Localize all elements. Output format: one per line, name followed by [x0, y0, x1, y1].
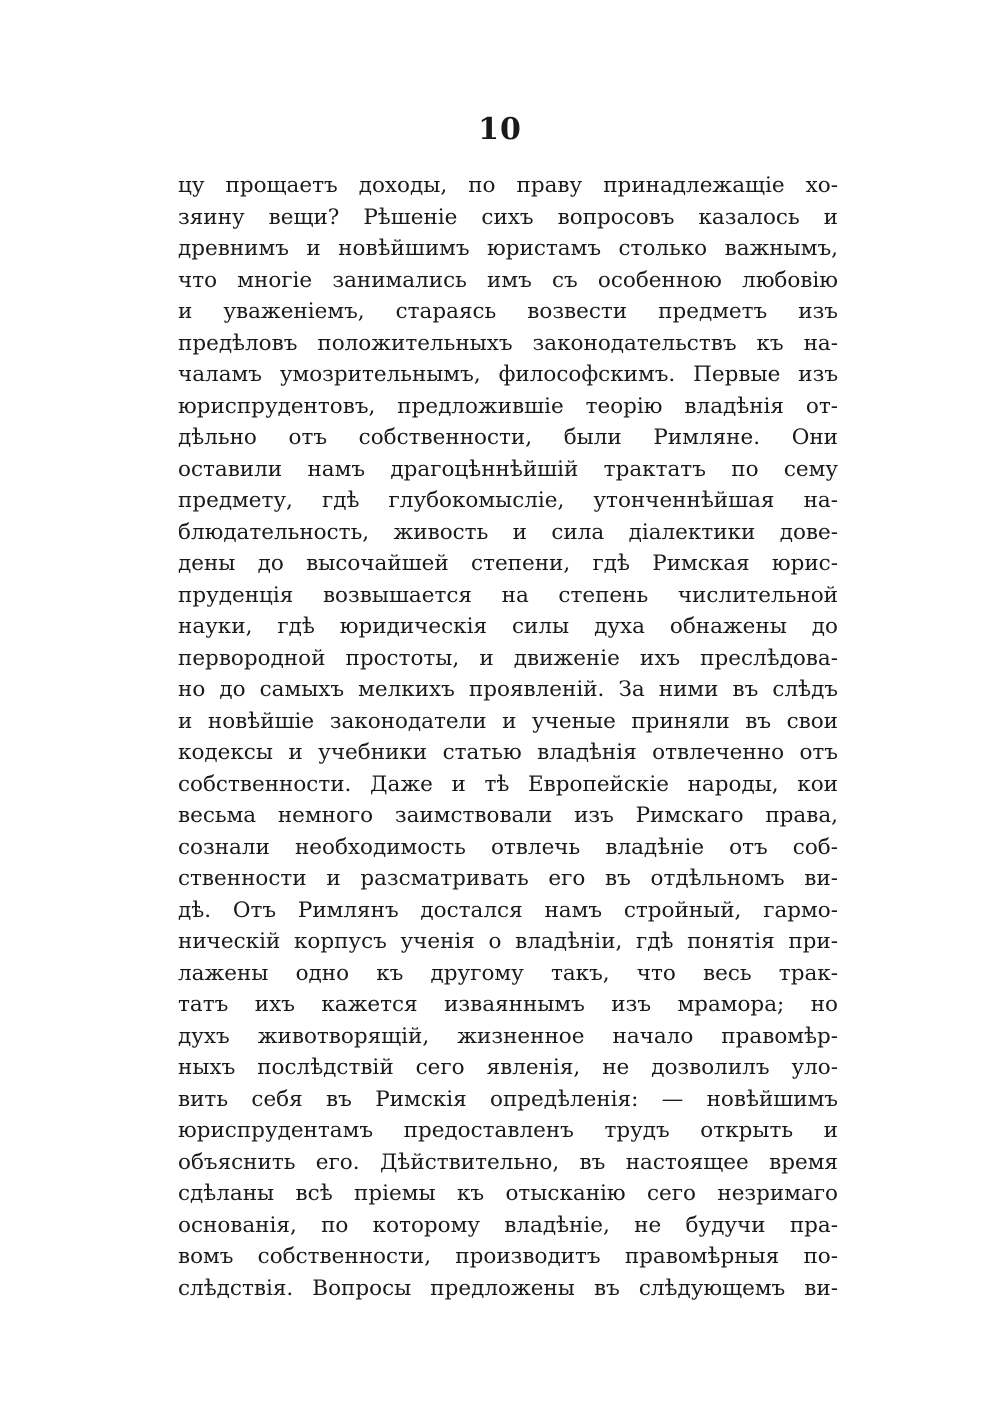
text-line: науки, гдѣ юридическія силы духа обнажены до [178, 614, 838, 639]
text-line: объяснить его. Дѣйствительно, въ настоящее время [178, 1149, 838, 1175]
text-line: ническій корпусъ ученія о владѣніи, гдѣ понятія при- [178, 929, 838, 954]
text-line: что многіе занимались имъ съ особенною любовію [178, 267, 838, 293]
text-line: предѣловъ положительныхъ законодательствъ къ на- [178, 330, 838, 356]
text-line: собственности. Даже и тѣ Европейскіе народы, кои [178, 771, 838, 797]
text-line: но до самыхъ мелкихъ проявленій. За ними въ слѣдъ [178, 677, 838, 702]
text-line: вомъ собственности, производитъ правомѣрныя по- [178, 1244, 838, 1269]
text-line: цу прощаетъ доходы, по праву принадлежащіе хо- [178, 173, 838, 198]
text-line: весьма немного заимствовали изъ Римскаго права, [178, 803, 838, 828]
text-line: основанія, по которому владѣніе, не будучи пра- [178, 1212, 838, 1238]
text-line: первородной простоты, и движеніе ихъ преслѣдова- [178, 645, 838, 671]
body-text [178, 170, 838, 1304]
text-line: юриспрудентамъ предоставленъ трудъ открыть и [178, 1118, 838, 1143]
text-line: ныхъ послѣдствій сего явленія, не дозволилъ уло- [178, 1055, 838, 1080]
text-line: сознали необходимость отвлечь владѣніе отъ соб- [178, 834, 838, 860]
text-line: слѣдствія. Вопросы предложены въ слѣдующемъ ви- [178, 1275, 838, 1301]
text-line: и уваженіемъ, стараясь возвести предметъ изъ [178, 299, 838, 324]
text-line: предмету, гдѣ глубокомысліе, утонченнѣйшая на- [178, 488, 838, 513]
text-line: кодексы и учебники статью владѣнія отвлеченно отъ [178, 740, 838, 765]
text-line: дены до высочайшей степени, гдѣ Римская юрис- [178, 551, 838, 576]
text-line: ственности и разсматривать его въ отдѣльномъ ви- [178, 866, 838, 891]
text-line: блюдательность, живость и сила діалектики дове- [178, 519, 838, 545]
text-line: сдѣланы всѣ пріемы къ отысканію сего незримаго [178, 1181, 838, 1206]
text-line: дѣ. Отъ Римлянъ достался намъ стройный, гармо- [178, 897, 838, 923]
text-line: вить себя въ Римскія опредѣленія: — новѣйшимъ [178, 1086, 838, 1112]
text-line: древнимъ и новѣйшимъ юристамъ столько важнымъ, [178, 236, 838, 261]
text-line: юриспрудентовъ, предложившіе теорію владѣнія от- [178, 393, 838, 419]
text-line: дѣльно отъ собственности, были Римляне. Они [178, 425, 838, 450]
text-line: духъ животворящій, жизненное начало правомѣр- [178, 1023, 838, 1049]
text-line: чаламъ умозрительнымъ, философскимъ. Первые изъ [178, 362, 838, 387]
text-line: татъ ихъ кажется изваяннымъ изъ мрамора; но [178, 992, 838, 1017]
text-line: зяину вещи? Рѣшеніе сихъ вопросовъ казалось и [178, 204, 838, 230]
text-line: лажены одно къ другому такъ, что весь трак- [178, 960, 838, 986]
page-number: 10 [478, 112, 522, 147]
text-line: и новѣйшіе законодатели и ученые приняли въ свои [178, 708, 838, 734]
text-line: пруденція возвышается на степень числительной [178, 582, 838, 608]
text-line: оставили намъ драгоцѣннѣйшій трактатъ по сему [178, 456, 838, 482]
